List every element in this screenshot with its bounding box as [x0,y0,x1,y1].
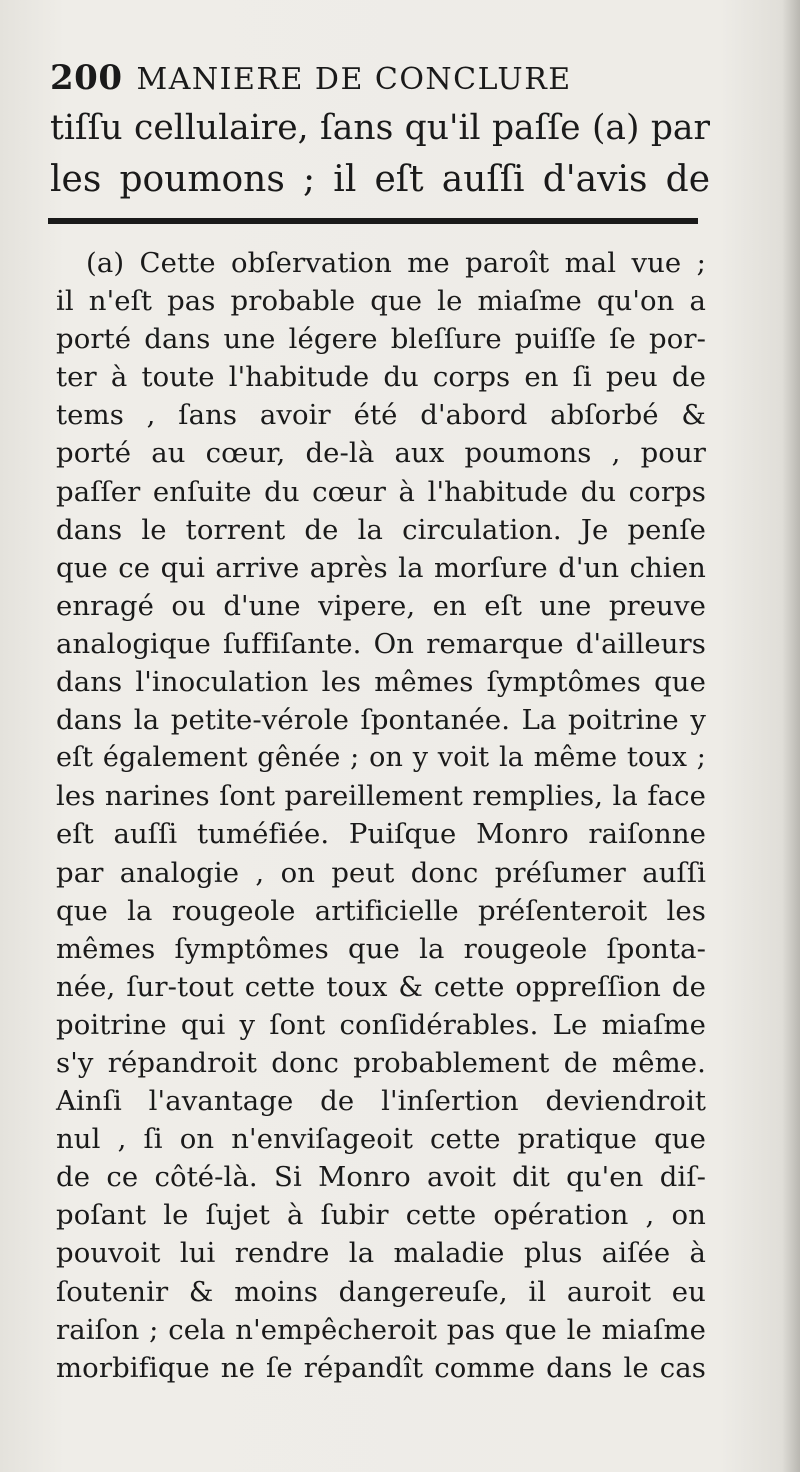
footnote-line: s'y répandroit donc probablement de même. [56,1046,706,1079]
footnote-line: porté dans une légere bleſſure puiſſe ſe por- [56,323,706,356]
footnote-line: enragé ou d'une vipere, en eſt une preuve [56,589,706,622]
footnote-line: née, ſur-tout cette toux & cette oppreſſion de [56,970,706,1003]
footnote-line: tems , ſans avoir été d'abord abſorbé & [56,399,706,432]
footnote-line: de ce côté-là. Si Monro avoit dit qu'en diſ- [56,1161,706,1194]
footnote-line: les narines ſont pareillement remplies, la face [56,780,706,813]
footnote-line: ſoutenir & moins dangereuſe, il auroit eu [56,1275,706,1308]
footnote-line: eſt également gênée ; on y voit la même toux ; [56,742,706,774]
footnote-line: ter à toute l'habitude du corps en ſi peu de [56,361,706,394]
footnote-block [56,244,706,1387]
footnote-line: porté au cœur, de-là aux poumons , pour [56,437,706,470]
footnote-line: dans le torrent de la circulation. Je penſe [56,513,706,546]
running-title: MANIERE DE CONCLURE [136,62,572,97]
footnote-separator-rule [48,218,698,224]
main-text-block [50,56,710,206]
footnote-line: que la rougeole artificielle préſenteroit les [56,894,706,927]
page-edge-shadow [782,0,800,1472]
footnote-line: il n'eſt pas probable que le miaſme qu'on a [56,285,706,318]
footnote-line: paſſer enſuite du cœur à l'habitude du corps [56,475,706,508]
footnote-line: eſt auſſi tuméfiée. Puiſque Monro raiſonne [56,818,706,851]
footnote-line: pouvoit lui rendre la maladie plus aiſée à [56,1237,706,1270]
footnote-line: analogique ſuffiſante. On remarque d'ailleurs [56,627,706,660]
main-text-line: les poumons ; il eſt auſſi d'avis de [50,159,710,200]
footnote-line: poitrine qui y ſont conſidérables. Le miaſme [56,1008,706,1041]
footnote-line: mêmes ſymptômes que la rougeole ſponta- [56,932,706,965]
footnote-line: nul , ſi on n'enviſageoit cette pratique que [56,1123,706,1156]
footnote-line: (a) Cette obſervation me paroît mal vue ; [86,247,706,279]
footnote-line: Ainſi l'avantage de l'inſertion deviendroit [56,1085,706,1118]
footnote-line: raiſon ; cela n'empêcheroit pas que le miaſme [56,1313,706,1346]
footnote-line: par analogie , on peut donc préſumer auſſi [56,856,706,889]
main-text-line: tiſſu cellulaire, ſans qu'il paſſe (a) par [50,108,710,148]
footnote-line: morbifique ne ſe répandît comme dans le cas [56,1351,706,1384]
running-header [50,56,710,102]
page-number: 200 [50,58,123,98]
footnote-line: dans l'inoculation les mêmes ſymptômes que [56,666,706,699]
footnote-line: que ce qui arrive après la morſure d'un chien [56,551,706,584]
footnote-line: dans la petite-vérole ſpontanée. La poitrine y [56,704,706,737]
footnote-line: poſant le ſujet à ſubir cette opération , on [56,1199,706,1232]
